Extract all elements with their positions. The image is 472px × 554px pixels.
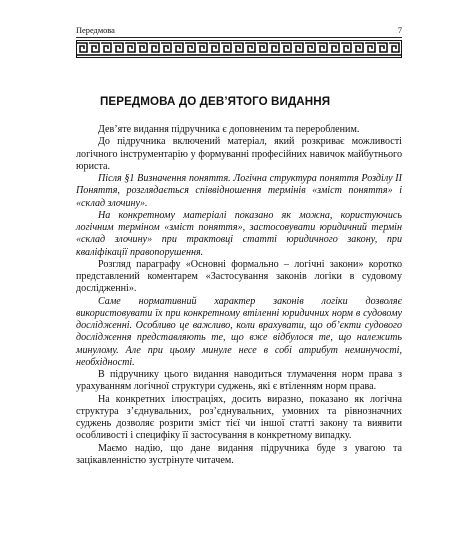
section-heading: ПЕРЕДМОВА ДО ДЕВ’ЯТОГО ВИДАННЯ [100, 95, 331, 108]
paragraph-text: Після §1 Визначення поняття. Логічна структура поняття Розділу ІІ Поняття, розглядається співвідношення термінів «зміст поняття» і «склад злочину». [76, 173, 402, 209]
paragraph-text: Саме нормативний характер законів логіки дозволяє використовувати їх при конкретному втіленні юридичних норм в судовому дослідженні. Особливо це важливо, коли врахувати, що об’єкти судового дослідження представляють те, що вже відбулося те, що належить минулому. Але при цьому минуле несе в собі атрибут неминучості, необхідності. [76, 295, 402, 368]
paragraph [76, 369, 402, 394]
body-text [76, 124, 402, 467]
paragraph-text: На конкретному матеріалі показано як можна, користуючись логічним терміном «зміст поняття», застосовувати юридичний термін «склад злочину» при трактовці статті юридичного закону, при кваліфікації правопорушення. [76, 209, 402, 258]
paragraph-text: Розгляд параграфу «Основні формально – логічні закони» коротко представлений коментарем «Застосування законів логіки в судовому дослідженні». [76, 258, 402, 295]
paragraph-text: На конкретних ілюстраціях, досить виразно, показано як логічна структура з’єднувальних, роз’єднувальних, умовних та рівнозначних суджень дозволяє розрити зміст тієї чи іншої статті закону та виявити особливості і специфіку її застосування в конкретному випадку. [76, 393, 402, 442]
paragraph [76, 259, 402, 296]
page-number: 7 [397, 26, 402, 35]
header-title: Передмова [76, 26, 115, 35]
paragraph [76, 173, 402, 210]
paragraph [76, 296, 402, 370]
paragraph [76, 443, 402, 468]
paragraph [76, 124, 402, 136]
paragraph-text: Маємо надію, що дане видання підручника буде з увагою та зацікавленністю зустрінуте читачем. [76, 442, 402, 466]
paragraph-text: В підручнику цього видання наводиться тлумачення норм права з урахуванням логічної структури суджень, які є втіленням норм права. [76, 369, 402, 393]
paragraph [76, 210, 402, 259]
paragraph [76, 394, 402, 443]
paragraph [76, 136, 402, 173]
running-header [76, 24, 402, 38]
paragraph-text: Дев’яте видання підручника є доповненим та переробленим. [98, 124, 360, 135]
paragraph-text: До підручника включений матеріал, який розкриває можливості логічного інструментарію у формуванні професійних навичок майбутнього юриста. [76, 136, 402, 172]
greek-key-ornament [76, 40, 402, 58]
